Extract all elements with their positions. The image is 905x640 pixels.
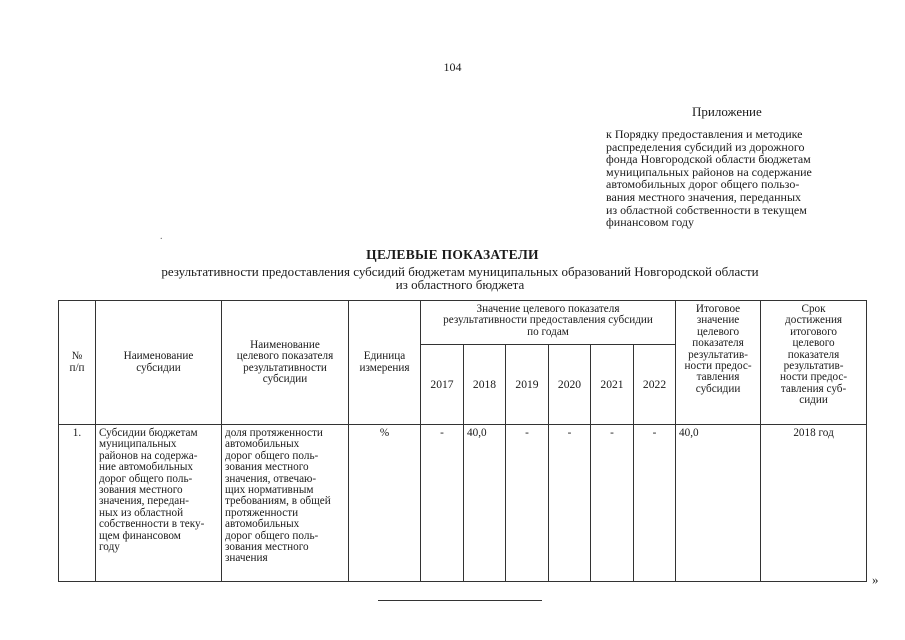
row-deadline: 2018 год bbox=[761, 425, 867, 582]
row-final-value: 40,0 bbox=[676, 425, 761, 582]
header-year: 2017 bbox=[421, 345, 464, 425]
row-value-2017: - bbox=[421, 425, 464, 582]
continuation-mark: » bbox=[872, 572, 879, 587]
row-subsidy-name: Субсидии бюджетам муниципальных районов на содержа- ние автомобильных дорог общего поль- зования местного значения, передан- ных из областной собственности в теку- щем финансовом году bbox=[96, 425, 222, 582]
header-subsidy-name: Наименование субсидии bbox=[96, 301, 222, 425]
row-number: 1. bbox=[59, 425, 96, 582]
appendix-text: к Порядку предоставления и методике распределения субсидий из дорожного фонда Новгородской области бюджетам муниципальных районов на содержание автомобильных дорог общего пользо- вания местного значения, переданных из областной собственности в текущем финансовом году bbox=[606, 127, 812, 230]
row-value-2022: - bbox=[634, 425, 676, 582]
table-row bbox=[59, 425, 867, 582]
header-year: 2021 bbox=[591, 345, 634, 425]
header-year: 2020 bbox=[549, 345, 591, 425]
header-values-by-year: Значение целевого показателя результативности предоставления субсидии по годам bbox=[421, 301, 676, 345]
page-number: 104 bbox=[443, 60, 462, 74]
header-year: 2019 bbox=[506, 345, 549, 425]
header-year: 2022 bbox=[634, 345, 676, 425]
row-indicator-name: доля протяженности автомобильных дорог общего поль- зования местного значения, отвечаю- щих нормативным требованиям, в общей протяженности автомобильных дорог общего поль- зования местного значения bbox=[222, 425, 349, 582]
row-value-2019: - bbox=[506, 425, 549, 582]
header-year: 2018 bbox=[464, 345, 506, 425]
row-value-2020: - bbox=[549, 425, 591, 582]
indicators-table bbox=[58, 300, 867, 582]
footer-rule bbox=[378, 600, 542, 601]
row-unit: % bbox=[349, 425, 421, 582]
document-title: ЦЕЛЕВЫЕ ПОКАЗАТЕЛИ bbox=[366, 247, 539, 262]
row-value-2018: 40,0 bbox=[464, 425, 506, 582]
row-value-2021: - bbox=[591, 425, 634, 582]
stray-dot-mark: . bbox=[160, 231, 163, 242]
header-final-value: Итоговое значение целевого показателя результатив- ности предос- тавления субсидии bbox=[676, 301, 761, 425]
header-unit: Единица измерения bbox=[349, 301, 421, 425]
table-header-row-1 bbox=[59, 301, 867, 345]
appendix-title: Приложение bbox=[692, 104, 762, 119]
header-deadline: Срок достижения итогового целевого показателя результатив- ности предос- тавления суб- сидии bbox=[761, 301, 867, 425]
subtitle-line-2: из областного бюджета bbox=[395, 276, 525, 292]
header-indicator-name: Наименование целевого показателя результативности субсидии bbox=[222, 301, 349, 425]
header-number: № п/п bbox=[59, 301, 96, 425]
subtitle-line-1: результативности предоставления субсидий бюджетам муниципальных образований Новгородской области bbox=[161, 264, 759, 279]
document-subtitle bbox=[110, 266, 810, 292]
